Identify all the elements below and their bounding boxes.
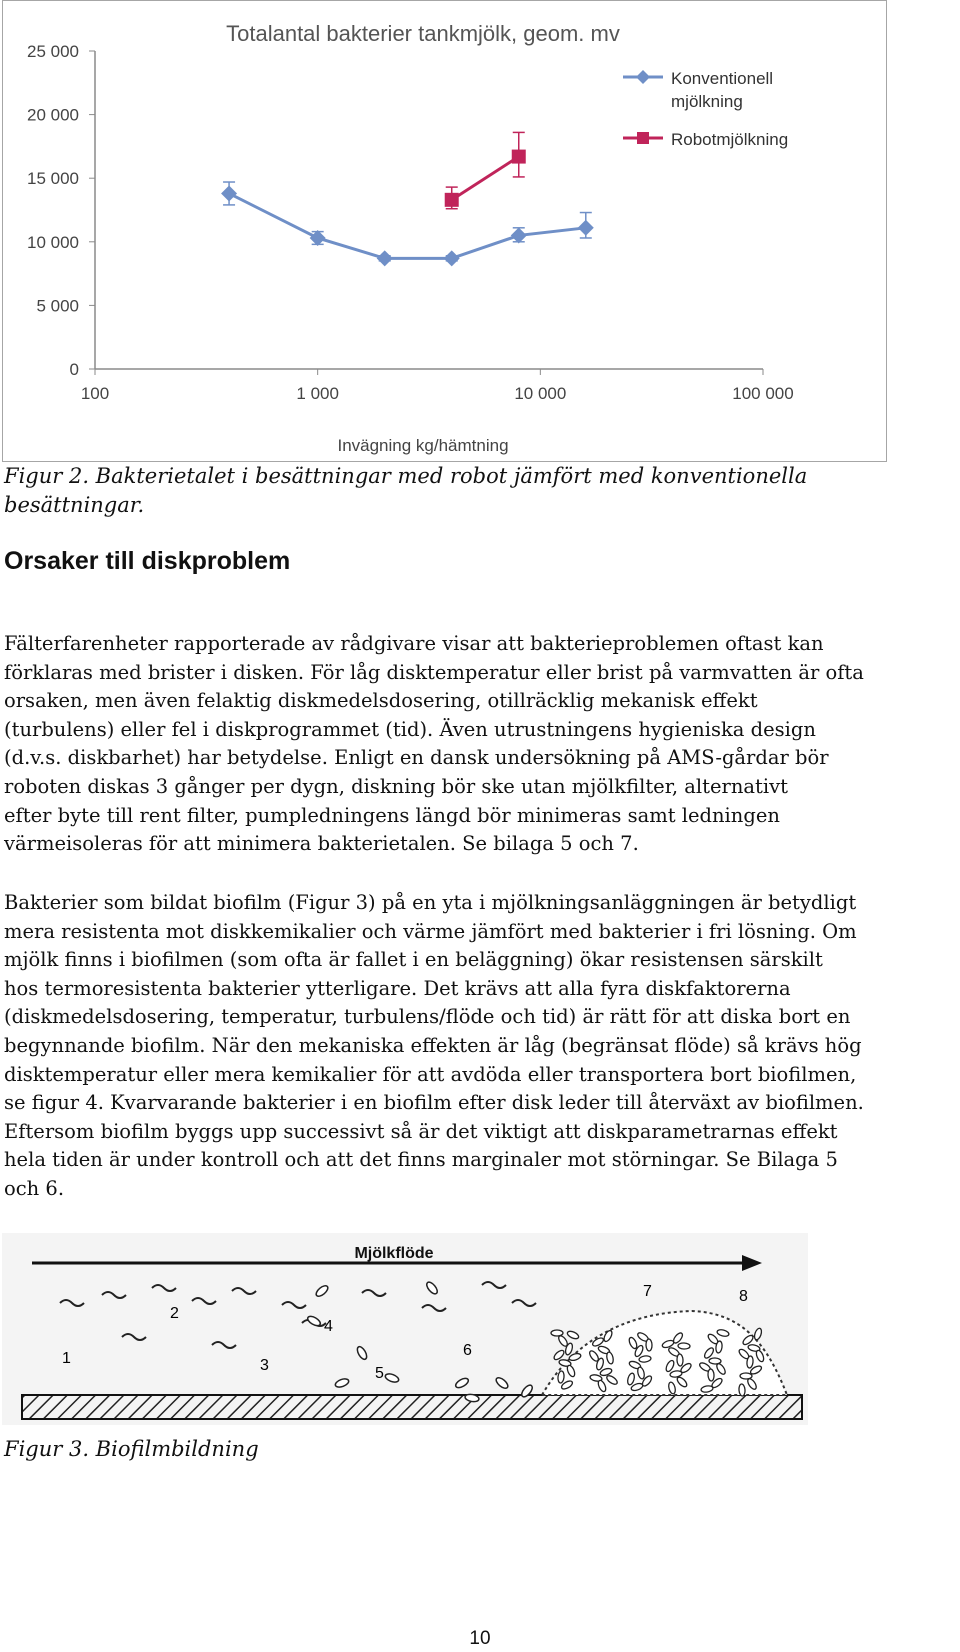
- data-point-diamond: [578, 220, 594, 236]
- data-point-diamond: [511, 227, 527, 243]
- stage-label-1: 1: [62, 1350, 71, 1367]
- stage-label-4: 4: [324, 1318, 333, 1335]
- data-point-square: [445, 193, 459, 207]
- biofilm-bacterium: [551, 1330, 563, 1336]
- biofilm-bacterium: [740, 1373, 752, 1379]
- biofilm-bacterium: [677, 1354, 684, 1366]
- flow-label: Mjölkflöde: [354, 1245, 434, 1262]
- biofilm-bacterium: [646, 1339, 652, 1351]
- y-tick-label: 25 000: [27, 42, 79, 61]
- y-tick-label: 10 000: [27, 232, 79, 252]
- paragraph-2: Bakterier som bildat biofilm (Figur 3) på en yta i mjölkningsanläggningen är betydligt mera resistenta mot diskkemikalier och värme jämfört med bakterier i fri lösning. Om mjölk finns i biofilmen (som ofta är fallet i en beläggning) ökar resistensen särskilt hos termoresistenta bakterier ytterligare. Det krävs att alla fyra diskfaktorerna (diskmedelsdosering, temperatur, turbulens/flöde och tid) är rätt för att diska bort en begynnande biofilm. När den mekaniska effekten är låg (begränsat flöde) så krävs hög disktemperatur eller mera kemikalier för att avdöda eller transportera bort biofilmen, se figur 4. Kvarvarande bakterier i en biofilm efter disk leder till återväxt av biofilmen. Eftersom biofilm byggs upp successivt så är det viktigt att diskparametrarnas effekt hela tiden är under kontroll och att det finns marginaler mot störningar. Se Bilaga 5 och 6.: [4, 891, 864, 1200]
- y-tick-label: 15 000: [27, 169, 79, 189]
- biofilm-figure: [2, 1233, 808, 1425]
- chart-canvas: [3, 1, 888, 463]
- data-point-diamond: [221, 185, 237, 201]
- y-tick-label: 20 000: [27, 105, 79, 125]
- chart-series: [221, 132, 594, 266]
- stage-label-5: 5: [375, 1365, 384, 1382]
- chart-legend: [623, 69, 788, 149]
- x-axis-label: Invägning kg/hämtning: [337, 436, 509, 455]
- surface-hatched: [22, 1395, 802, 1419]
- paragraph-1: Fälterfarenheter rapporterade av rådgivare visar att bakterieproblemen oftast kan förklaras med brister i disken. För låg disktemperatur eller brist på varmvatten är ofta orsaken, men även felaktig diskmedelsdosering, otillräcklig mekanisk effekt (turbulens) eller fel i diskprogrammet (tid). Även utrustningens hygieniska design (d.v.s. diskbarhet) har betydelse. Enligt en dansk undersökning på AMS-gårdar bör roboten diskas 3 gånger per dygn, diskning bör ske utan mjölkfilter, alternativt efter byte till rent filter, pumpledningens längd bör minimeras samt ledningen värmeisoleras för att minimera bakterietalen. Se bilaga 5 och 7.: [4, 632, 864, 856]
- x-tick-label: 1 000: [296, 384, 339, 403]
- figure-3-caption: Figur 3. Biofilmbildning: [4, 1437, 259, 1461]
- biofilm-bacterium: [738, 1384, 745, 1396]
- x-tick-label: 100: [80, 384, 110, 403]
- data-point-square: [512, 150, 526, 164]
- figure-2-caption: Figur 2. Bakterietalet i besättningar med robot jämfört med konventionella besättningar.: [4, 464, 808, 517]
- biofilm-illustration: [2, 1233, 808, 1425]
- stage-label-3: 3: [260, 1357, 269, 1374]
- legend-marker-conventional: [636, 70, 650, 84]
- legend-label-conventional-1: Konventionell: [671, 69, 774, 88]
- biofilm-bacterium: [678, 1343, 690, 1350]
- stage-label-6: 6: [463, 1342, 472, 1359]
- legend-marker-robot: [637, 132, 649, 144]
- series-line: [229, 193, 586, 258]
- section-heading: Orsaker till diskproblem: [4, 547, 291, 575]
- x-tick-label: 10 000: [514, 384, 567, 403]
- legend-label-conventional-2: mjölkning: [671, 92, 743, 111]
- biofilm-bacterium: [708, 1369, 715, 1381]
- data-point-diamond: [377, 250, 393, 266]
- bacteria-chart: [2, 0, 887, 462]
- y-tick-label: 5 000: [36, 296, 79, 316]
- chart-title: Totalantal bakterier tankmjölk, geom. mv: [226, 21, 620, 46]
- page-number: 10: [469, 1628, 491, 1649]
- stage-label-8: 8: [739, 1288, 748, 1305]
- data-point-diamond: [310, 230, 326, 246]
- stage-label-2: 2: [170, 1305, 179, 1322]
- series-line: [452, 157, 519, 200]
- data-point-diamond: [444, 250, 460, 266]
- stage-label-7: 7: [643, 1283, 652, 1300]
- y-tick-label: 0: [69, 360, 79, 379]
- x-tick-label: 100 000: [732, 384, 794, 403]
- legend-label-robot: Robotmjölkning: [671, 130, 789, 149]
